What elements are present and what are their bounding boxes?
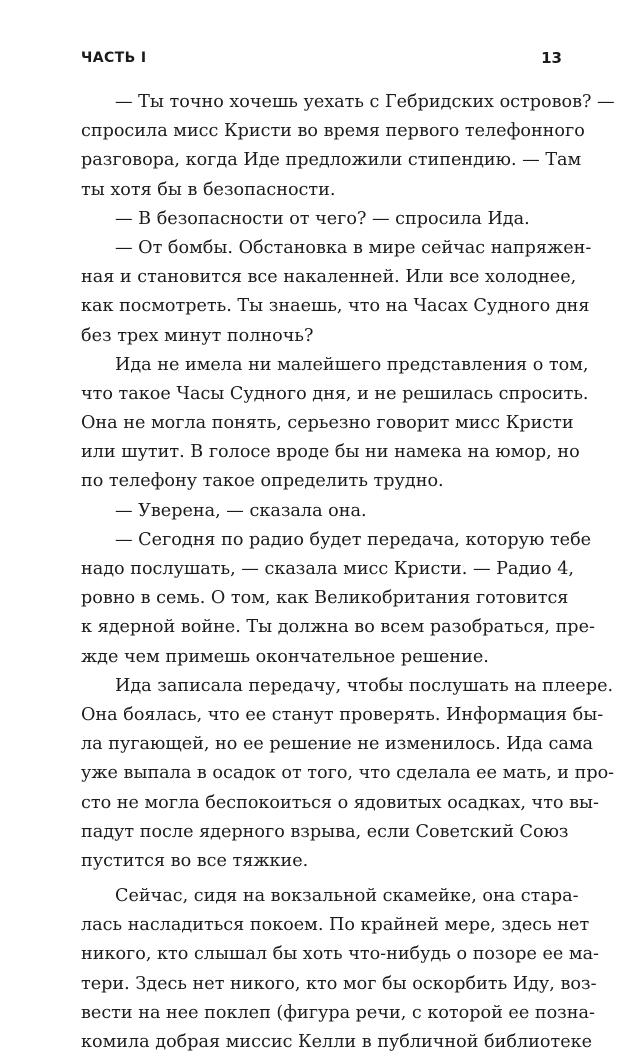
text-line: без трех минут полночь?	[81, 325, 314, 346]
paragraph-first-line: — Ты точно хочешь уехать с Гебридских островов? —	[115, 92, 615, 112]
text-line: как посмотреть. Ты знаешь, что на Часах Судного дня	[81, 296, 590, 317]
text-line: Она не могла понять, серьезно говорит мисс Кристи	[81, 413, 574, 434]
text-line: или шутит. В голосе вроде бы ни намека на юмор, но	[81, 442, 580, 463]
text-line: ты хотя бы в безопасности.	[81, 179, 336, 200]
page-number: 13	[541, 49, 562, 67]
text-line: ла пугающей, но ее решение не изменилось. Ида сама	[81, 734, 594, 755]
paragraph-first-line: Ида не имела ни малейшего представления о том,	[115, 354, 589, 375]
paragraph-first-line: Ида записала передачу, чтобы послушать на плеере.	[115, 675, 614, 696]
paragraph-first-line: — Сегодня по радио будет передача, которую тебе	[115, 529, 592, 550]
part-label: ЧАСТЬ I	[81, 50, 147, 66]
paragraph-first-line: — От бомбы. Обстановка в мире сейчас напряжен-	[115, 237, 592, 258]
text-line: комила добрая миссис Келли в публичной библиотеке	[81, 1032, 593, 1052]
text-line: разговора, когда Иде предложили стипендию. — Там	[81, 150, 582, 171]
text-line: к ядерной войне. Ты должна во всем разобраться, пре-	[81, 617, 595, 638]
text-line: уже выпала в осадок от того, что сделала ее мать, и про-	[81, 763, 615, 784]
paragraph-first-line: — Уверена, — сказала она.	[115, 500, 367, 521]
running-header	[81, 46, 562, 70]
body-text	[81, 88, 615, 1057]
text-line: пустится во все тяжкие.	[81, 850, 309, 871]
text-line: падут после ядерного взрыва, если Советский Союз	[81, 821, 569, 842]
paragraph-first-line: Сейчас, сидя на вокзальной скамейке, она стара-	[115, 886, 579, 907]
text-line: спросила мисс Кристи во время первого телефонного	[81, 121, 585, 142]
text-line: тери. Здесь нет никого, кто мог бы оскорбить Иду, воз-	[81, 973, 597, 994]
text-line: никого, кто слышал бы хоть что-нибудь о позоре ее ма-	[81, 944, 600, 965]
text-line: ровно в семь. О том, как Великобритания готовится	[81, 588, 569, 609]
text-line: по телефону такое определить трудно.	[81, 471, 444, 492]
text-line: вести на нее поклеп (фигура речи, с которой ее позна-	[81, 1002, 595, 1023]
text-line: сто не могла беспокоиться о ядовитых осадках, что вы-	[81, 792, 599, 813]
paragraph-first-line: — В безопасности от чего? — спросила Ида.	[115, 208, 530, 229]
text-line: лась насладиться покоем. По крайней мере, здесь нет	[81, 915, 590, 936]
text-line: что такое Часы Судного дня, и не решилась спросить.	[81, 383, 589, 404]
text-line: жде чем примешь окончательное решение.	[81, 646, 489, 667]
text-line: надо послушать, — сказала мисс Кристи. — Радио 4,	[81, 559, 575, 579]
text-line: Она боялась, что ее станут проверять. Информация бы-	[81, 704, 604, 725]
text-line: ная и становится все накаленней. Или все холоднее,	[81, 267, 577, 288]
